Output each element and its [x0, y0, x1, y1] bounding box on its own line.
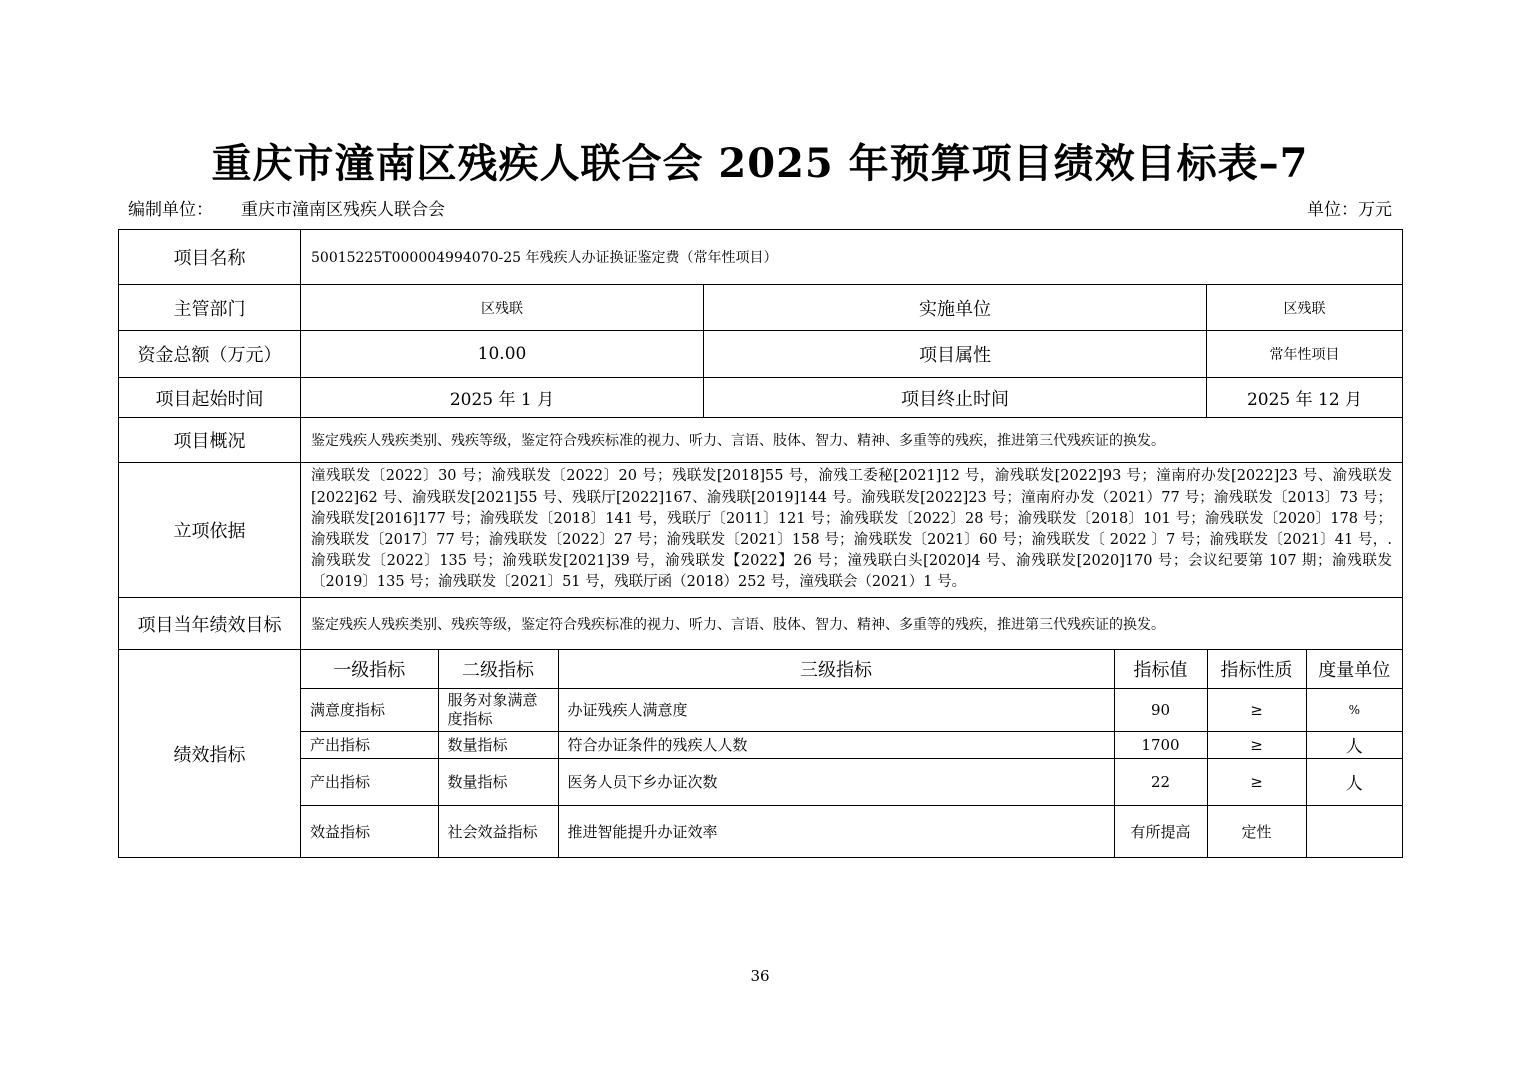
value-cell: 90: [1114, 688, 1207, 731]
row-fund: [119, 331, 1403, 378]
header-level3: 三级指标: [558, 650, 1114, 688]
indicator-row: [301, 805, 1402, 857]
goal-label: 项目当年绩效目标: [119, 598, 301, 650]
dept-label: 主管部门: [119, 285, 301, 331]
row-time: [119, 378, 1403, 418]
level2-cell: 服务对象满意度指标: [438, 688, 558, 731]
row-dept: [119, 285, 1403, 331]
page-number: 36: [750, 967, 770, 985]
level2-cell: 数量指标: [438, 731, 558, 758]
compiler-value: 重庆市潼南区残疾人联合会: [241, 200, 445, 220]
level3-cell: 推进智能提升办证效率: [558, 805, 1114, 857]
value-cell: 有所提高: [1114, 805, 1207, 857]
impl-label: 实施单位: [704, 285, 1207, 331]
indicator-table: [301, 650, 1402, 857]
page-title: 重庆市潼南区残疾人联合会 2025 年预算项目绩效目标表–7: [211, 140, 1309, 187]
fund-label: 资金总额（万元）: [119, 331, 301, 378]
start-label: 项目起始时间: [119, 378, 301, 418]
row-goal: [119, 598, 1403, 650]
impl-value: 区残联: [1207, 285, 1403, 331]
level2-cell: 数量指标: [438, 758, 558, 805]
indicator-row: [301, 731, 1402, 758]
unit-cell: [1306, 805, 1402, 857]
currency-unit: 单位：万元: [1307, 200, 1392, 220]
level1-cell: 效益指标: [301, 805, 438, 857]
level3-cell: 医务人员下乡办证次数: [558, 758, 1114, 805]
row-basis: [119, 463, 1403, 598]
fund-value: 10.00: [301, 331, 704, 378]
value-cell: 1700: [1114, 731, 1207, 758]
attr-value: 常年性项目: [1207, 331, 1403, 378]
nature-cell: ≥: [1207, 688, 1306, 731]
nature-cell: ≥: [1207, 731, 1306, 758]
level3-cell: 办证残疾人满意度: [558, 688, 1114, 731]
row-indicators: [119, 650, 1403, 858]
nature-cell: ≥: [1207, 758, 1306, 805]
end-label: 项目终止时间: [704, 378, 1207, 418]
attr-label: 项目属性: [704, 331, 1207, 378]
performance-table: [118, 229, 1403, 858]
header-unit: 度量单位: [1306, 650, 1402, 688]
level1-cell: 产出指标: [301, 758, 438, 805]
basis-value: 潼残联发〔2022〕30 号；渝残联发〔2022〕20 号；残联发[2018]55 号，渝残工委秘[2021]12 号，渝残联发[2022]93 号；潼南府办发[2022]23 号、渝残联发[2022]62 号、渝残联发[2021]55 号、残联厅[2022]167、渝残联[2019]144 号。渝残联发[2022]23 号；潼南府办发（2021）77 号；渝残联发〔2013〕73 号；渝残联发[2016]177 号；渝残联发〔2018〕141 号，残联厅〔2011〕121 号；渝残联发〔2022〕28 号；渝残联发〔2018〕101 号；渝残联发〔2020〕178 号；渝残联发〔2017〕77 号；渝残联发〔2022〕27 号；渝残联发〔2021〕158 号；渝残联发〔2021〕60 号；渝残联发〔 2022 〕7 号；渝残联发〔2021〕41 号，.渝残联发〔2022〕135 号；渝残联发[2021]39 号，渝残联发【2022】26 号；潼残联白头[2020]4 号、渝残联发[2020]170 号；会议纪要第 107 期；渝残联发〔2019〕135 号；渝残联发〔2021〕51 号，残联厅函（2018）252 号，潼残联会（2021）1 号。: [301, 463, 1403, 598]
nature-cell: 定性: [1207, 805, 1306, 857]
indicator-header-row: [301, 650, 1402, 688]
goal-value: 鉴定残疾人残疾类别、残疾等级，鉴定符合残疾标准的视力、听力、言语、肢体、智力、精神、多重等的残疾，推进第三代残疾证的换发。: [301, 598, 1403, 650]
overview-value: 鉴定残疾人残疾类别、残疾等级，鉴定符合残疾标准的视力、听力、言语、肢体、智力、精神、多重等的残疾，推进第三代残疾证的换发。: [301, 418, 1403, 463]
level3-cell: 符合办证条件的残疾人人数: [558, 731, 1114, 758]
header-value: 指标值: [1114, 650, 1207, 688]
level2-cell: 社会效益指标: [438, 805, 558, 857]
row-overview: [119, 418, 1403, 463]
header-level1: 一级指标: [301, 650, 438, 688]
overview-label: 项目概况: [119, 418, 301, 463]
indicator-row: [301, 758, 1402, 805]
value-cell: 22: [1114, 758, 1207, 805]
dept-value: 区残联: [301, 285, 704, 331]
level1-cell: 产出指标: [301, 731, 438, 758]
header-nature: 指标性质: [1207, 650, 1306, 688]
project-name-value: 50015225T000004994070-25 年残疾人办证换证鉴定费（常年性项目）: [301, 230, 1403, 285]
end-value: 2025 年 12 月: [1207, 378, 1403, 418]
indicator-cell: [301, 650, 1403, 858]
compiler-unit: [128, 195, 445, 220]
basis-label: 立项依据: [119, 463, 301, 598]
unit-cell: 人: [1306, 758, 1402, 805]
unit-cell: 人: [1306, 731, 1402, 758]
project-name-label: 项目名称: [119, 230, 301, 285]
header-level2: 二级指标: [438, 650, 558, 688]
level1-cell: 满意度指标: [301, 688, 438, 731]
indicator-row: [301, 688, 1402, 731]
row-project-name: [119, 230, 1403, 285]
perf-label: 绩效指标: [119, 650, 301, 858]
unit-cell: %: [1306, 688, 1402, 731]
compiler-label: 编制单位：: [128, 200, 213, 220]
start-value: 2025 年 1 月: [301, 378, 704, 418]
